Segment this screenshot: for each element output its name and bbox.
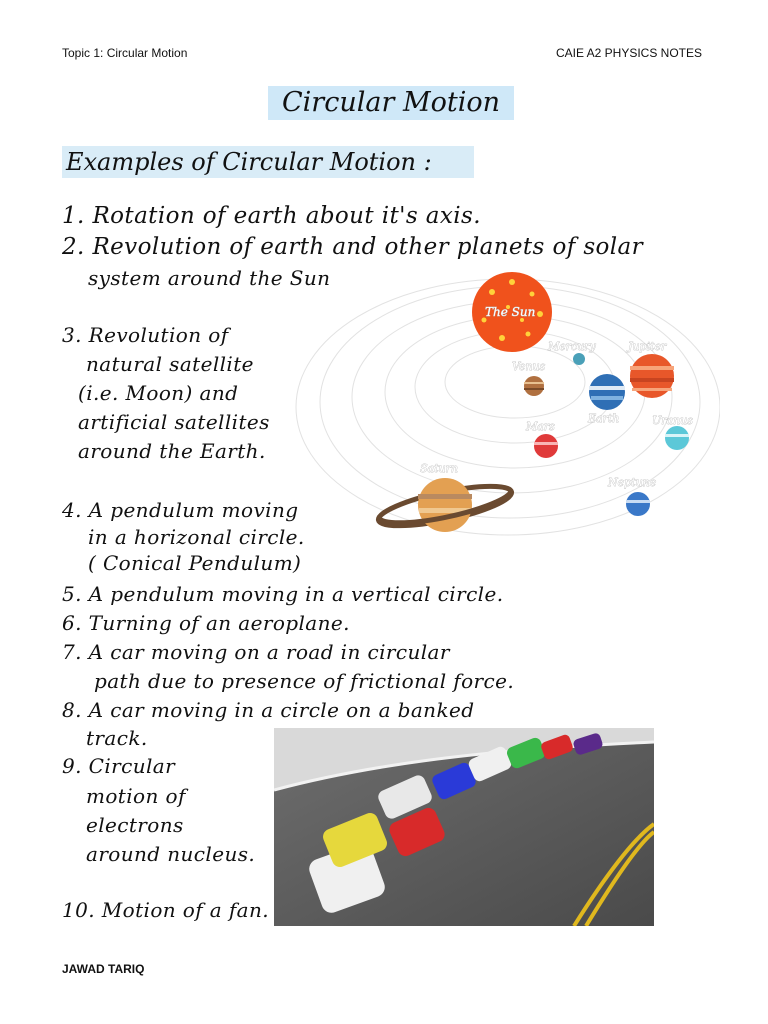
- list-item-3-cont: artificial satellites: [78, 410, 270, 434]
- jupiter-label: Jupiter: [628, 340, 667, 353]
- list-item-3-cont: around the Earth.: [78, 439, 266, 463]
- list-item-3-cont: (i.e. Moon) and: [78, 381, 239, 405]
- sun-icon: [472, 272, 552, 352]
- list-item-6: 6. Turning of an aeroplane.: [62, 611, 350, 635]
- list-item-4-cont: ( Conical Pendulum): [88, 551, 302, 575]
- list-item-2-cont: system around the Sun: [88, 266, 331, 290]
- list-item-10: 10. Motion of a fan.: [62, 898, 270, 922]
- mars-icon: [534, 434, 558, 458]
- neptune-icon: [626, 492, 650, 516]
- list-item-9-cont: around nucleus.: [86, 842, 256, 866]
- list-item-9-cont: electrons: [86, 813, 184, 837]
- list-item-8: 8. A car moving in a circle on a banked: [62, 698, 475, 722]
- jupiter-icon: [630, 354, 674, 398]
- neptune-label: Neptune: [608, 476, 657, 489]
- section-heading: Examples of Circular Motion :: [62, 146, 474, 178]
- list-item-4-cont: in a horizonal circle.: [88, 525, 305, 549]
- earth-icon: [589, 374, 625, 410]
- list-item-7: 7. A car moving on a road in circular: [62, 640, 450, 664]
- footer-author: JAWAD TARIQ: [62, 962, 145, 976]
- race-track-illustration: [274, 728, 654, 926]
- list-item-2: 2. Revolution of earth and other planets of solar: [62, 234, 644, 260]
- solar-system-illustration: [280, 262, 720, 542]
- mars-label: Mars: [526, 420, 555, 433]
- list-item-3: 3. Revolution of: [62, 323, 229, 347]
- list-item-5: 5. A pendulum moving in a vertical circle.: [62, 582, 504, 606]
- list-item-8-cont: track.: [86, 726, 148, 750]
- saturn-icon: [376, 478, 515, 534]
- page-title: Circular Motion: [268, 86, 514, 120]
- mercury-label: Mercury: [548, 340, 596, 353]
- list-item-9: 9. Circular: [62, 754, 176, 778]
- list-item-9-cont: motion of: [86, 784, 186, 808]
- saturn-label: Saturn: [420, 462, 458, 475]
- list-item-4: 4. A pendulum moving: [62, 498, 299, 522]
- mercury-icon: [573, 353, 585, 365]
- uranus-icon: [665, 426, 689, 450]
- uranus-label: Uranus: [652, 414, 693, 427]
- sun-label: The Sun: [485, 305, 536, 319]
- list-item-7-cont: path due to presence of frictional force.: [94, 669, 515, 693]
- header-course: CAIE A2 PHYSICS NOTES: [555, 46, 702, 60]
- header-topic: Topic 1: Circular Motion: [62, 46, 188, 60]
- venus-icon: [524, 376, 544, 396]
- list-item-1: 1. Rotation of earth about it's axis.: [62, 203, 481, 229]
- list-item-3-cont: natural satellite: [86, 352, 254, 376]
- venus-label: Venus: [512, 360, 546, 373]
- earth-label: Earth: [588, 412, 620, 425]
